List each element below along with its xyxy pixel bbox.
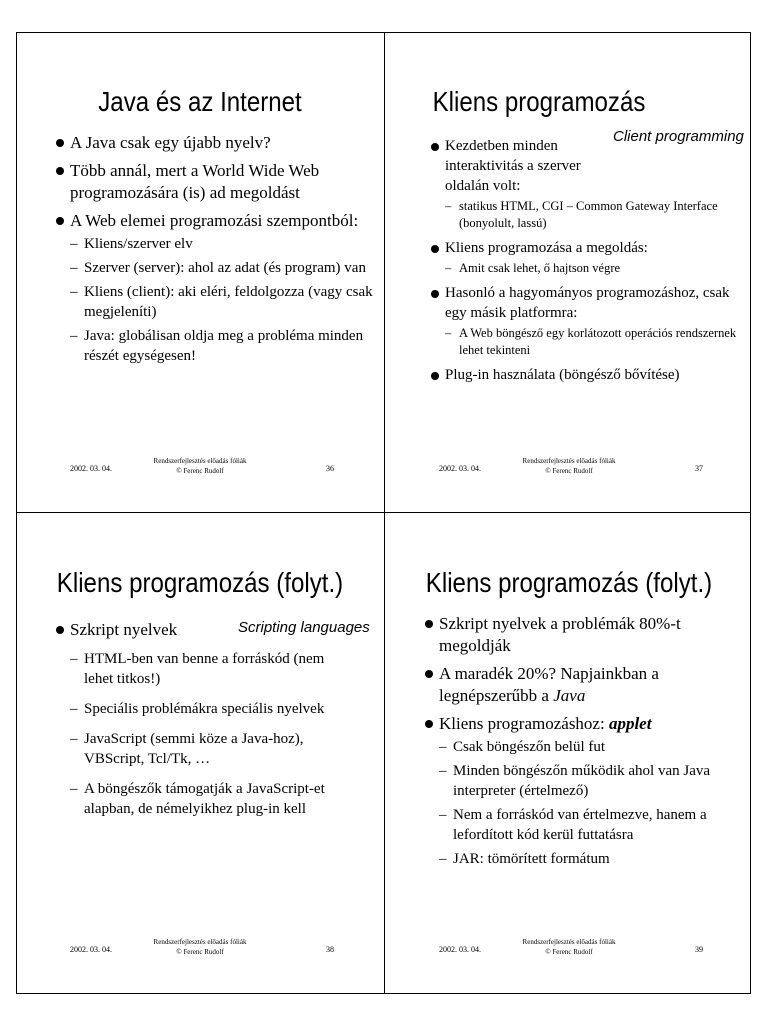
bullet-item: Kezdetben minden interaktivitás a szerver oldalán volt: – statikus HTML, CGI – Common Gateway Interface (bonyolult, lassú) (431, 136, 745, 232)
slide-footer (16, 454, 384, 478)
footer-page-number: 36 (326, 464, 334, 473)
slide-footer (385, 454, 753, 478)
bullet-item: Plug-in használata (böngésző bővítése) (431, 365, 745, 385)
footer-credit: Rendszerfejlesztés előadás fóliák © Ferenc Rudolf (522, 457, 616, 475)
slide-39 (385, 513, 753, 993)
footer-date: 2002. 03. 04. (439, 464, 481, 473)
slide-title: Kliens programozás (432, 86, 646, 117)
sub-bullet-list (445, 198, 745, 232)
sub-bullet-list (439, 737, 745, 869)
footer-credit: Rendszerfejlesztés előadás fóliák © Ferenc Rudolf (522, 938, 616, 956)
sub-bullet-item: – statikus HTML, CGI – Common Gateway Interface (bonyolult, lassú) (445, 198, 745, 232)
sub-bullet-item: – JavaScript (semmi köze a Java-hoz), VBScript, Tcl/Tk, … (70, 729, 336, 769)
bullet-item: Kliens programozása a megoldás: – Amit csak lehet, ő hajtson végre (431, 238, 745, 277)
slide-38 (16, 513, 384, 993)
sub-bullet-list (70, 649, 376, 819)
sub-bullet-item: – Szerver (server): ahol az adat (és program) van (70, 258, 376, 278)
sub-bullet-item: – Csak böngészőn belül fut (439, 737, 745, 757)
footer-page-number: 39 (695, 945, 703, 954)
slide-title: Java és az Internet (98, 86, 302, 117)
bullet-item: Több annál, mert a World Wide Web programozására (is) ad megoldást (56, 160, 376, 204)
sub-bullet-item: – Kliens (client): aki eléri, feldolgozza (vagy csak megjeleníti) (70, 282, 376, 322)
footer-credit: Rendszerfejlesztés előadás fóliák © Ferenc Rudolf (153, 938, 247, 956)
slide-subtitle: Scripting languages (238, 619, 370, 636)
sub-bullet-item: – Minden böngészőn működik ahol van Java interpreter (értelmező) (439, 761, 745, 801)
emphasis-java: Java (553, 686, 586, 705)
footer-date: 2002. 03. 04. (70, 945, 112, 954)
sub-bullet-item: – JAR: tömörített formátum (439, 849, 745, 869)
slide-footer (16, 935, 384, 959)
slide-37 (385, 32, 753, 512)
sub-bullet-list (445, 260, 745, 277)
sub-bullet-item: – A Web böngésző egy korlátozott operációs rendszernek lehet tekinteni (445, 325, 745, 359)
sub-bullet-list (445, 325, 745, 359)
bullet-list (56, 132, 376, 372)
footer-credit: Rendszerfejlesztés előadás fóliák © Ferenc Rudolf (153, 457, 247, 475)
sub-bullet-item: – A böngészők támogatják a JavaScript-et alapban, de némelyikhez plug-in kell (70, 779, 336, 819)
sub-bullet-item: – HTML-ben van benne a forráskód (nem lehet titkos!) (70, 649, 336, 689)
bullet-item: A Java csak egy újabb nyelv? (56, 132, 376, 154)
bullet-list (425, 613, 745, 875)
footer-date: 2002. 03. 04. (439, 945, 481, 954)
bullet-item: Szkript nyelvek a problémák 80%-t megoldják (425, 613, 745, 657)
sub-bullet-item: – Speciális problémákra speciális nyelvek (70, 699, 336, 719)
bullet-list (56, 619, 376, 829)
bullet-item: Kliens programozáshoz: applet – Csak böngészőn belül fut – Minden böngészőn működik ahol van Java interpreter (értelmező) – Nem a forráskód van értelmezve, hanem a lefordított kód kerül futtatásra – JAR: tömörített formátum (425, 713, 745, 869)
bullet-item: Hasonló a hagyományos programozáshoz, csak egy másik platformra: – A Web böngésző egy korlátozott operációs rendszernek lehet tekinteni (431, 283, 745, 359)
slide-footer (385, 935, 753, 959)
footer-page-number: 37 (695, 464, 703, 473)
bullet-item: A maradék 20%? Napjainkban a legnépszerűbb a Java (425, 663, 745, 707)
sub-bullet-item: – Amit csak lehet, ő hajtson végre (445, 260, 745, 277)
footer-page-number: 38 (326, 945, 334, 954)
bullet-list (431, 136, 745, 391)
bullet-item: A Web elemei programozási szempontból: – Kliens/szerver elv – Szerver (server): ahol az adat (és program) van – Kliens (client): aki eléri, feldolgozza (vagy csak megjeleníti) – Java: globálisan oldja meg a probléma minden részét egységesen! (56, 210, 376, 366)
sub-bullet-item: – Kliens/szerver elv (70, 234, 376, 254)
sub-bullet-item: – Java: globálisan oldja meg a probléma minden részét egységesen! (70, 326, 376, 366)
bullet-item: Szkript nyelvek – HTML-ben van benne a forráskód (nem lehet titkos!) – Speciális problémákra speciális nyelvek – JavaScript (semmi köze a Java-hoz), VBScript, Tcl/Tk, … – A böngészők támogatják a JavaScript-et alapban, de némelyikhez plug-in kell (56, 619, 376, 819)
footer-date: 2002. 03. 04. (70, 464, 112, 473)
sub-bullet-list (70, 234, 376, 366)
slide-title: Kliens programozás (folyt.) (56, 567, 344, 598)
slide-36 (16, 32, 384, 512)
slide-title: Kliens programozás (folyt.) (425, 567, 713, 598)
emphasis-applet: applet (608, 714, 652, 733)
slide-subtitle: Client programming (613, 128, 744, 145)
sub-bullet-item: – Nem a forráskód van értelmezve, hanem a lefordított kód kerül futtatásra (439, 805, 745, 845)
